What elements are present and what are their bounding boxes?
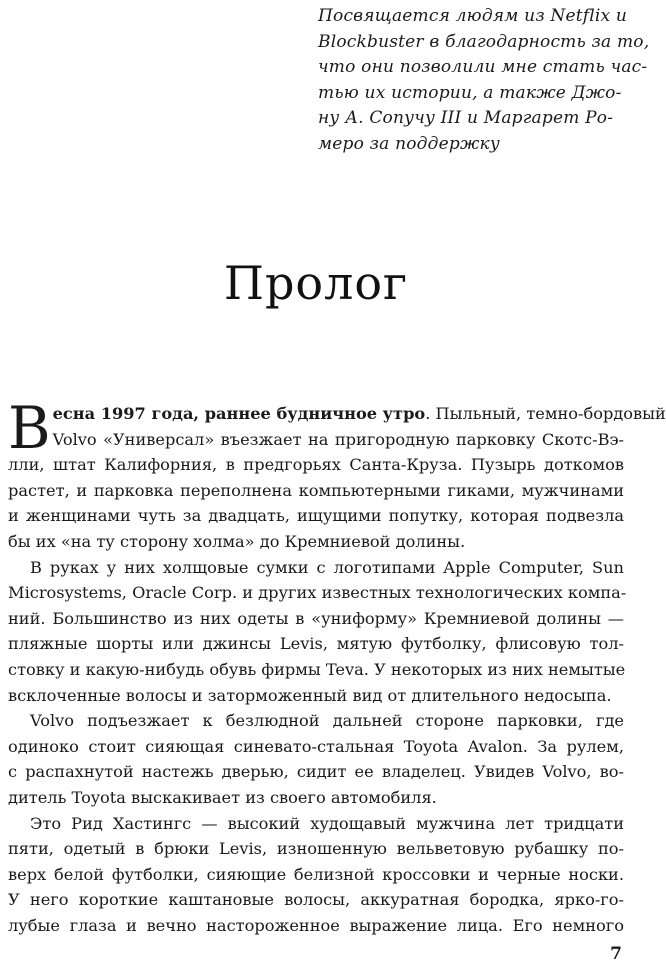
text-line: ний. Большинство из них одеты в «униформу» Кремниевой долины — <box>8 608 624 628</box>
text-line: всклоченные волосы и заторможенный вид от длительного недосыпа. <box>8 685 612 705</box>
dedication-line: тью их истории, а также Джо- <box>318 82 622 103</box>
text-line: Volvo «Универсал» въезжает на пригородную парковку Скотс-Вэ- <box>52 429 624 449</box>
paragraph-2 <box>8 555 627 709</box>
page-number: 7 <box>610 944 622 964</box>
text-line: пляжные шорты или джинсы Levis, мятую футболку, флисовую тол- <box>8 634 624 654</box>
text-line: лли, штат Калифорния, в предгорьях Санта-Круза. Пузырь доткомов <box>8 455 624 475</box>
text-line: пяти, одетый в брюки Levis, изношенную вельветовую рубашку по- <box>8 839 624 859</box>
text-line: дитель Toyota выскакивает из своего автомобиля. <box>8 787 437 807</box>
dedication-line: ну А. Сопучу III и Маргарет Ро- <box>318 108 614 129</box>
text-line: У него короткие каштановые волосы, аккуратная бородка, ярко-го- <box>8 890 624 910</box>
text-line: бы их «на ту сторону холма» до Кремниевой долины. <box>8 531 466 551</box>
text-line <box>8 401 666 427</box>
body-text <box>8 394 666 938</box>
paragraph-3 <box>8 708 624 810</box>
text-line: Microsystems, Oracle Corp. и других известных технологических компа- <box>8 583 627 603</box>
text-line: лубые глаза и вечно настороженное выражение лица. Его немного <box>8 915 624 935</box>
text-line: В руках у них холщовые сумки с логотипами Apple Computer, Sun <box>30 557 624 577</box>
text-span: . Пыльный, темно-бордовый <box>425 404 666 423</box>
dedication <box>318 4 650 158</box>
dedication-line: что они позволили мне стать час- <box>318 57 648 78</box>
text-line: и женщинами чуть за двадцать, ищущими попутку, которая подвезла <box>8 506 624 526</box>
drop-cap: В <box>8 394 51 462</box>
dedication-line: меро за поддержку <box>318 133 500 154</box>
paragraph-1 <box>8 394 666 555</box>
text-line: растет, и парковка переполнена компьютерными гиками, мужчинами <box>8 480 624 500</box>
lead-in: есна 1997 года, раннее будничное утро <box>52 404 426 423</box>
paragraph-4 <box>8 811 624 939</box>
text-line: верх белой футболки, сияющие белизной кроссовки и черные носки. <box>8 864 624 884</box>
text-line: с распахнутой настежь дверью, сидит ее владелец. Увидев Volvo, во- <box>8 762 624 782</box>
text-line: Volvo подъезжает к безлюдной дальней стороне парковки, где <box>30 711 624 731</box>
text-line: одиноко стоит сияющая синевато-стальная Toyota Avalon. За рулем, <box>8 736 624 756</box>
dedication-line: Blockbuster в благодарность за то, <box>318 31 650 52</box>
dedication-line: Посвящается людям из Netflix и <box>318 6 628 26</box>
text-line: Это Рид Хастингс — высокий худощавый мужчина лет тридцати <box>30 813 624 833</box>
chapter-title: Пролог <box>223 256 409 310</box>
text-line: стовку и какую-нибудь обувь фирмы Teva. У некоторых из них немытые <box>8 659 626 679</box>
